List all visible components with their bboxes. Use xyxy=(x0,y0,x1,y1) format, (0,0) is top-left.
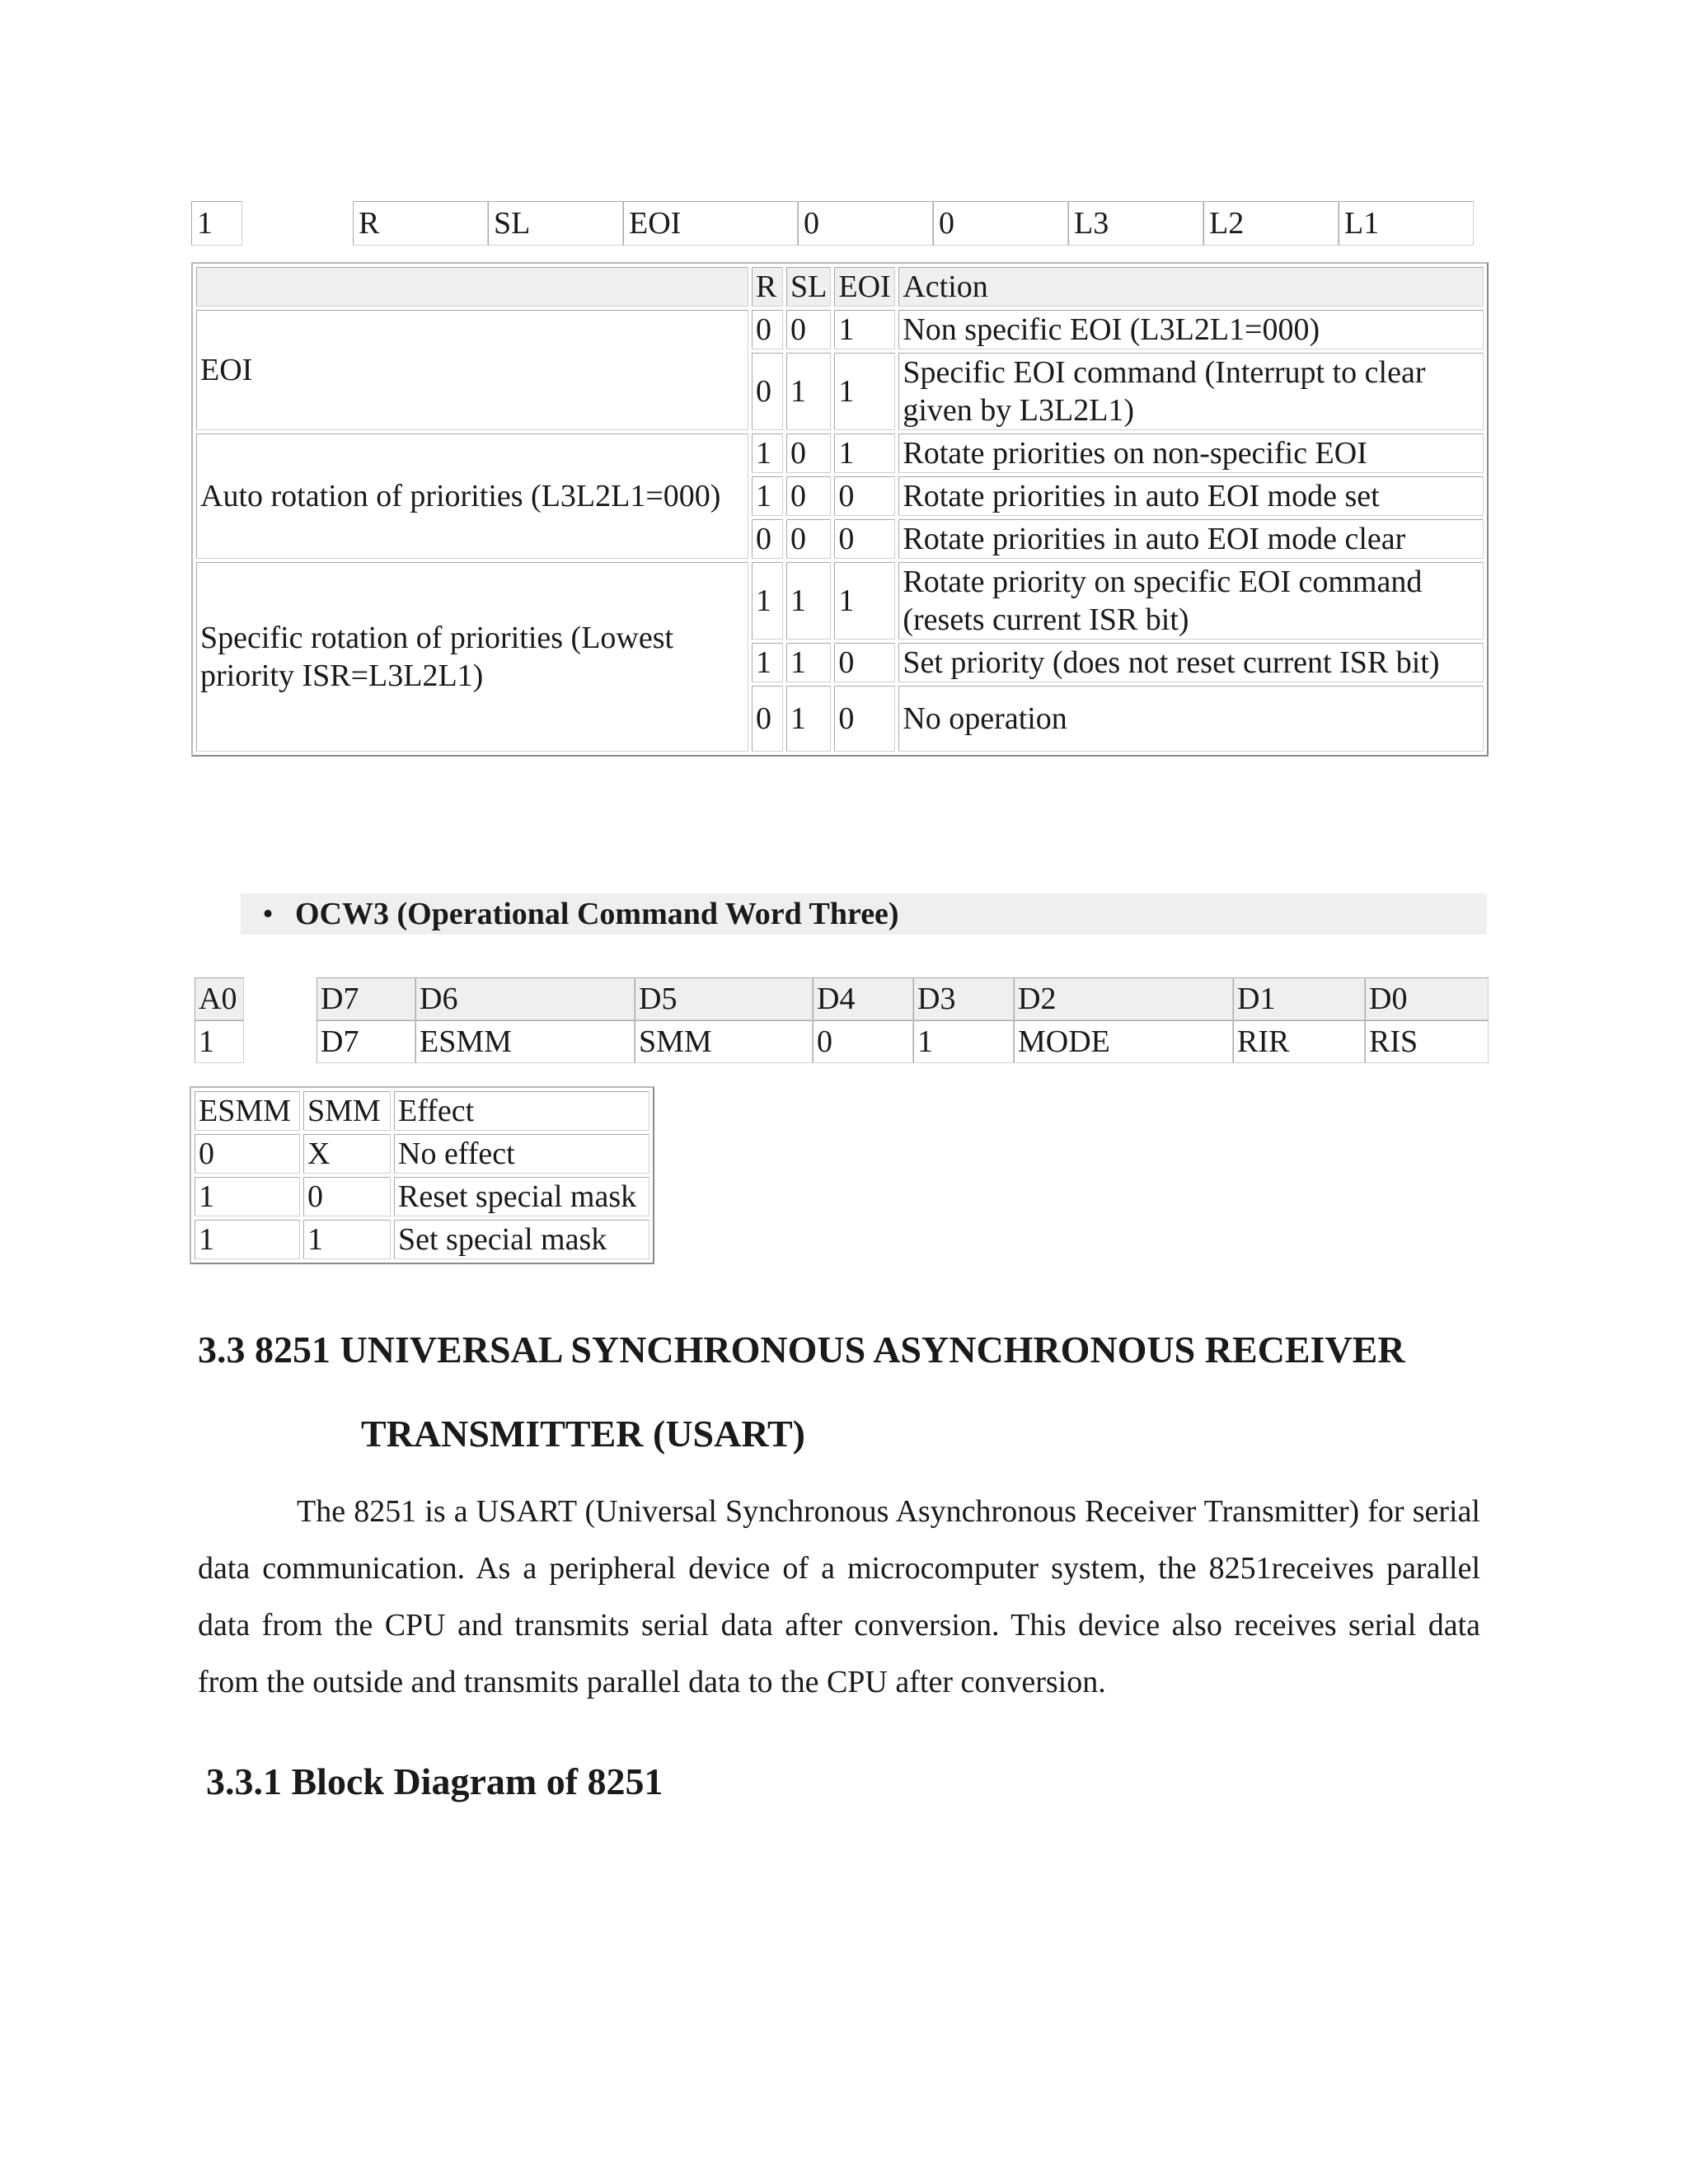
bit-cell: 1 xyxy=(191,201,242,246)
header-cell: R xyxy=(752,267,783,307)
table-header-row xyxy=(196,267,1484,307)
eoi-cell: 1 xyxy=(834,310,895,349)
spacer xyxy=(244,1020,316,1063)
bullet-icon: • xyxy=(262,897,274,931)
bit-cell: RIS xyxy=(1365,1020,1489,1063)
header-cell: A0 xyxy=(195,977,244,1020)
section-heading-continued: TRANSMITTER (USART) xyxy=(361,1413,805,1455)
bit-cell: SMM xyxy=(635,1020,813,1063)
sl-cell: 1 xyxy=(786,643,831,682)
header-cell: D0 xyxy=(1365,977,1489,1020)
section-heading: 3.3 8251 UNIVERSAL SYNCHRONOUS ASYNCHRONOUS RECEIVER xyxy=(198,1329,1405,1371)
header-cell: D2 xyxy=(1014,977,1233,1020)
bit-cell: L3 xyxy=(1068,201,1203,246)
ocw3-bit-format-table xyxy=(195,977,1489,1063)
body-paragraph: The 8251 is a USART (Universal Synchronous Asynchronous Receiver Transmitter) for serial data communication. As a peripheral device of a microcomputer system, the 8251receives parallel data from the CPU and transmits serial data after conversion. This device also receives serial data from the outside and transmits parallel data to the CPU after conversion. xyxy=(198,1494,1480,1699)
header-cell: D4 xyxy=(813,977,913,1020)
r-cell: 1 xyxy=(752,476,783,516)
bit-cell: L1 xyxy=(1339,201,1474,246)
action-cell: No operation xyxy=(898,686,1484,752)
ocw3-heading-text: OCW3 (Operational Command Word Three) xyxy=(295,897,899,931)
esmm-smm-effect-table xyxy=(190,1086,654,1264)
r-cell: 0 xyxy=(752,686,783,752)
action-cell: Rotate priorities in auto EOI mode set xyxy=(898,476,1484,516)
table-header-row xyxy=(195,977,1489,1020)
table-row xyxy=(196,310,1484,349)
action-cell: Rotate priority on specific EOI command (resets current ISR bit) xyxy=(898,562,1484,640)
header-cell: EOI xyxy=(834,267,895,307)
bit-cell: 1 xyxy=(913,1020,1014,1063)
header-cell: Action xyxy=(898,267,1484,307)
r-cell: 0 xyxy=(752,353,783,430)
eoi-cell: 1 xyxy=(834,434,895,473)
header-cell: D5 xyxy=(635,977,813,1020)
spacer xyxy=(244,977,316,1020)
esmm-cell: 1 xyxy=(195,1220,300,1259)
bit-cell: 0 xyxy=(933,201,1068,246)
smm-cell: X xyxy=(303,1134,391,1174)
bit-cell: L2 xyxy=(1203,201,1339,246)
header-cell: D7 xyxy=(316,977,415,1020)
action-cell: Rotate priorities on non-specific EOI xyxy=(898,434,1484,473)
bit-cell: 0 xyxy=(813,1020,913,1063)
r-cell: 1 xyxy=(752,434,783,473)
table-row xyxy=(195,1177,649,1216)
sl-cell: 0 xyxy=(786,476,831,516)
table-header-row xyxy=(195,1091,649,1131)
sl-cell: 1 xyxy=(786,353,831,430)
group-label: Specific rotation of priorities (Lowest priority ISR=L3L2L1) xyxy=(196,562,748,752)
table-row xyxy=(196,562,1484,640)
smm-cell: 1 xyxy=(303,1220,391,1259)
group-label: Auto rotation of priorities (L3L2L1=000) xyxy=(196,434,748,559)
esmm-cell: 0 xyxy=(195,1134,300,1174)
header-cell: SL xyxy=(786,267,831,307)
bit-cell: EOI xyxy=(623,201,798,246)
bit-cell: 1 xyxy=(195,1020,244,1063)
header-cell: Effect xyxy=(394,1091,649,1131)
spacer xyxy=(242,201,353,246)
sl-cell: 0 xyxy=(786,434,831,473)
header-cell: SMM xyxy=(303,1091,391,1131)
header-cell: D6 xyxy=(415,977,635,1020)
table-row xyxy=(196,434,1484,473)
action-cell: Set priority (does not reset current ISR bit) xyxy=(898,643,1484,682)
header-cell: D3 xyxy=(913,977,1014,1020)
sl-cell: 1 xyxy=(786,686,831,752)
sl-cell: 1 xyxy=(786,562,831,640)
subsection-heading: 3.3.1 Block Diagram of 8251 xyxy=(206,1760,663,1802)
table-row xyxy=(195,1020,1489,1063)
sl-cell: 0 xyxy=(786,519,831,559)
eoi-cell: 0 xyxy=(834,686,895,752)
ocw2-bit-format-table xyxy=(191,201,1474,246)
r-cell: 1 xyxy=(752,643,783,682)
effect-cell: Set special mask xyxy=(394,1220,649,1259)
r-cell: 0 xyxy=(752,310,783,349)
esmm-cell: 1 xyxy=(195,1177,300,1216)
r-cell: 1 xyxy=(752,562,783,640)
bit-cell: SL xyxy=(488,201,623,246)
group-label: EOI xyxy=(196,310,748,430)
header-cell: ESMM xyxy=(195,1091,300,1131)
action-cell: Rotate priorities in auto EOI mode clear xyxy=(898,519,1484,559)
bit-cell: R xyxy=(353,201,488,246)
action-cell: Specific EOI command (Interrupt to clear given by L3L2L1) xyxy=(898,353,1484,430)
ocw2-action-table xyxy=(191,262,1489,757)
effect-cell: Reset special mask xyxy=(394,1177,649,1216)
header-cell xyxy=(196,267,748,307)
table-row xyxy=(195,1220,649,1259)
smm-cell: 0 xyxy=(303,1177,391,1216)
effect-cell: No effect xyxy=(394,1134,649,1174)
eoi-cell: 0 xyxy=(834,519,895,559)
ocw3-bullet-heading xyxy=(241,893,1487,935)
bit-cell: ESMM xyxy=(415,1020,635,1063)
eoi-cell: 0 xyxy=(834,643,895,682)
bit-cell: D7 xyxy=(316,1020,415,1063)
header-cell: D1 xyxy=(1233,977,1365,1020)
bit-cell: 0 xyxy=(798,201,933,246)
bit-cell: RIR xyxy=(1233,1020,1365,1063)
ocw2-bit-row xyxy=(191,201,1474,246)
table-row xyxy=(195,1134,649,1174)
sl-cell: 0 xyxy=(786,310,831,349)
eoi-cell: 1 xyxy=(834,353,895,430)
r-cell: 0 xyxy=(752,519,783,559)
action-cell: Non specific EOI (L3L2L1=000) xyxy=(898,310,1484,349)
eoi-cell: 0 xyxy=(834,476,895,516)
bit-cell: MODE xyxy=(1014,1020,1233,1063)
eoi-cell: 1 xyxy=(834,562,895,640)
